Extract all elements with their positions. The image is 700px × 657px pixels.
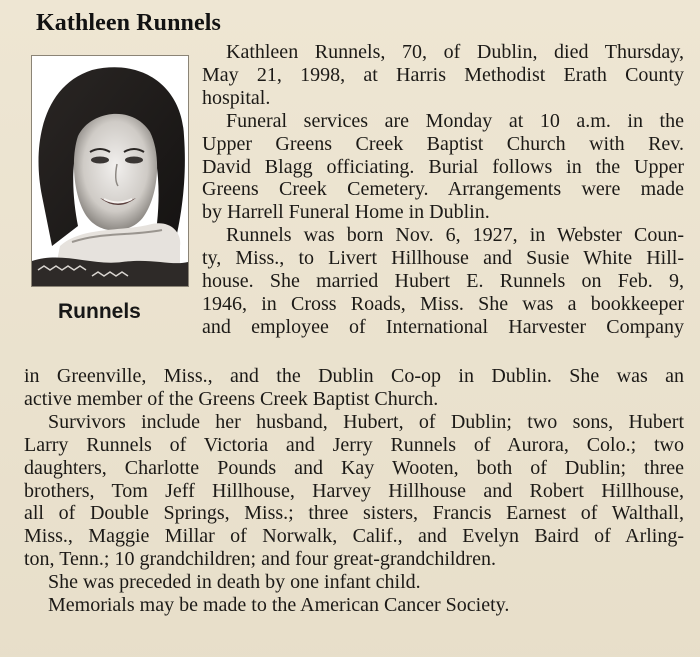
text-line: daughters, Charlotte Pounds and Kay Wooten, both of Dublin; three — [24, 456, 684, 479]
text-line: Funeral services are Monday at 10 a.m. in the — [226, 109, 684, 132]
text-line: Memorials may be made to the American Cancer Society. — [48, 594, 510, 617]
text-line: house. She married Hubert E. Runnels on Feb. 9, — [202, 270, 684, 293]
text-line: Upper Greens Creek Baptist Church with Rev. — [202, 132, 684, 155]
text-line: ton, Tenn.; 10 grandchildren; and four great-grandchildren. — [24, 548, 496, 571]
text-line: Miss., Maggie Millar of Norwalk, Calif., and Evelyn Baird of Arling- — [24, 525, 684, 548]
obituary-headline: Kathleen Runnels — [36, 10, 221, 36]
text-line: Runnels was born Nov. 6, 1927, in Webster Coun- — [226, 224, 684, 247]
text-line: by Harrell Funeral Home in Dublin. — [202, 201, 490, 224]
text-line: Survivors include her husband, Hubert, of Dublin; two sons, Hubert — [48, 410, 684, 433]
text-line: ty, Miss., to Livert Hillhouse and Susie White Hill- — [202, 247, 684, 270]
text-line: Larry Runnels of Victoria and Jerry Runnels of Aurora, Colo.; two — [24, 433, 684, 456]
text-line: Greens Creek Cemetery. Arrangements were made — [202, 178, 684, 201]
text-line: brothers, Tom Jeff Hillhouse, Harvey Hillhouse and Robert Hillhouse, — [24, 479, 684, 502]
text-line: active member of the Greens Creek Baptist Church. — [24, 387, 439, 410]
portrait-image — [32, 56, 188, 286]
portrait-photo — [31, 55, 189, 287]
text-line: She was preceded in death by one infant child. — [48, 571, 421, 594]
text-line: hospital. — [202, 86, 271, 109]
obituary-text-column-beside-photo — [202, 41, 684, 339]
text-line: all of Double Springs, Miss.; three sisters, Francis Earnest of Walthall, — [24, 502, 684, 525]
photo-caption: Runnels — [58, 300, 141, 323]
obituary-text-column-full-width — [24, 365, 684, 617]
text-line: Kathleen Runnels, 70, of Dublin, died Thursday, — [226, 41, 684, 63]
text-line: 1946, in Cross Roads, Miss. She was a bookkeeper — [202, 292, 684, 315]
text-line: David Blagg officiating. Burial follows in the Upper — [202, 155, 684, 178]
text-line: in Greenville, Miss., and the Dublin Co-op in Dublin. She was an — [24, 365, 684, 387]
text-line: May 21, 1998, at Harris Methodist Erath County — [202, 63, 684, 86]
text-line: and employee of International Harvester Company — [202, 315, 684, 338]
